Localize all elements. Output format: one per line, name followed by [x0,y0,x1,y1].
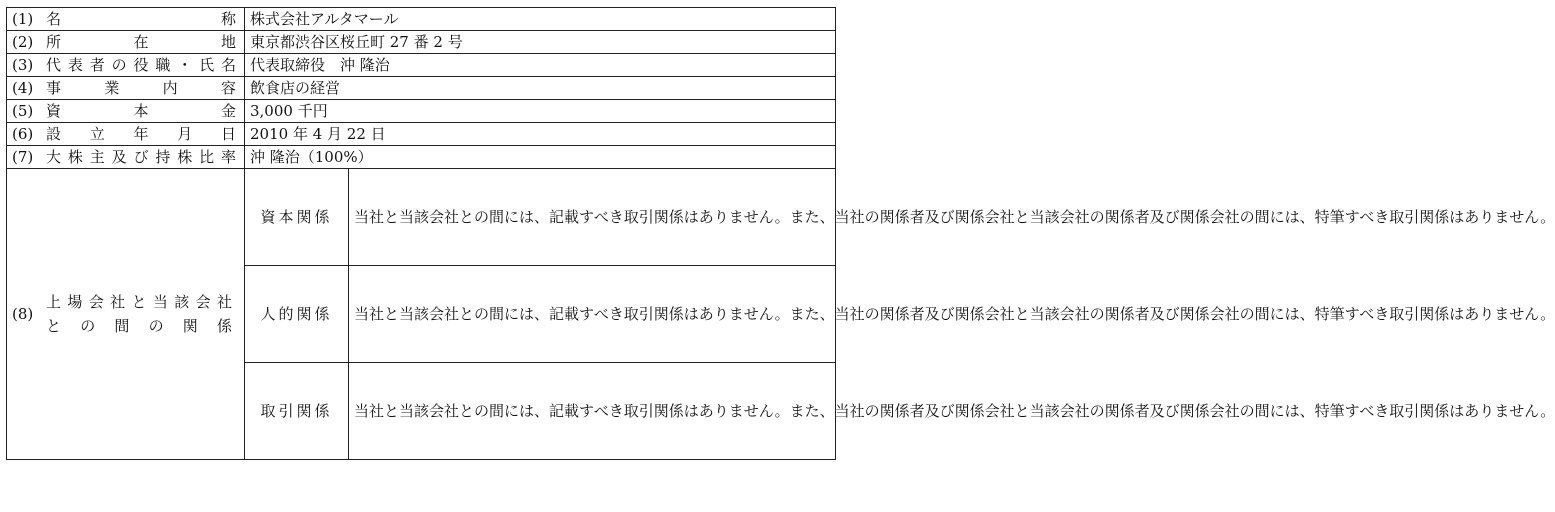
row-label-cell [7,8,245,31]
relation-type: 人的関係 [245,266,349,363]
row-number: (2) [12,33,34,51]
relation-row-capital [7,169,836,266]
row-capital [7,100,836,123]
row-label: 代表者の役職・氏名 [46,56,236,74]
row-number: (6) [12,125,34,143]
row-business [7,77,836,100]
row-number: (7) [12,148,34,166]
row-value: 飲食店の経営 [245,77,836,100]
row-label-cell [7,77,245,100]
row-label-cell [7,54,245,77]
row-label-cell [7,100,245,123]
row-number: (3) [12,56,34,74]
relation-label-line1: 上場会社と当該会社 [46,293,232,311]
row-established [7,123,836,146]
row-value: 3,000 千円 [245,100,836,123]
row-number: (1) [12,10,34,28]
relation-label-cell [7,169,245,460]
row-value: 株式会社アルタマール [245,8,836,31]
row-address [7,31,836,54]
row-label: 大株主及び持株比率 [46,148,236,166]
row-label: 設立年月日 [46,125,236,143]
relation-description: 当社と当該会社との間には、記載すべき取引関係はありません。また、当社の関係者及び関係会社と当該会社の関係者及び関係会社の間には、特筆すべき取引関係はありません。 [349,363,836,460]
row-label: 事業内容 [46,79,236,97]
row-number: (5) [12,102,34,120]
row-number: (4) [12,79,34,97]
row-value: 東京都渋谷区桜丘町 27 番 2 号 [245,31,836,54]
row-value: 沖 隆治（100%） [245,146,836,169]
row-value: 2010 年 4 月 22 日 [245,123,836,146]
row-label-cell [7,146,245,169]
company-info-table [6,7,1555,460]
row-label: 名称 [46,10,236,28]
row-label-cell [7,31,245,54]
relation-type: 取引関係 [245,363,349,460]
row-label: 資本金 [46,102,236,120]
relation-description: 当社と当該会社との間には、記載すべき取引関係はありません。また、当社の関係者及び関係会社と当該会社の関係者及び関係会社の間には、特筆すべき取引関係はありません。 [349,169,836,266]
row-label-cell [7,123,245,146]
row-representative [7,54,836,77]
relation-label-line2: との間の関係 [46,317,232,335]
relation-description: 当社と当該会社との間には、記載すべき取引関係はありません。また、当社の関係者及び関係会社と当該会社の関係者及び関係会社の間には、特筆すべき取引関係はありません。 [349,266,836,363]
row-label: 所在地 [46,33,236,51]
row-shareholders [7,146,836,169]
row-number: (8) [12,305,34,323]
row-name [7,8,836,31]
relation-type: 資本関係 [245,169,349,266]
row-value: 代表取締役 沖 隆治 [245,54,836,77]
